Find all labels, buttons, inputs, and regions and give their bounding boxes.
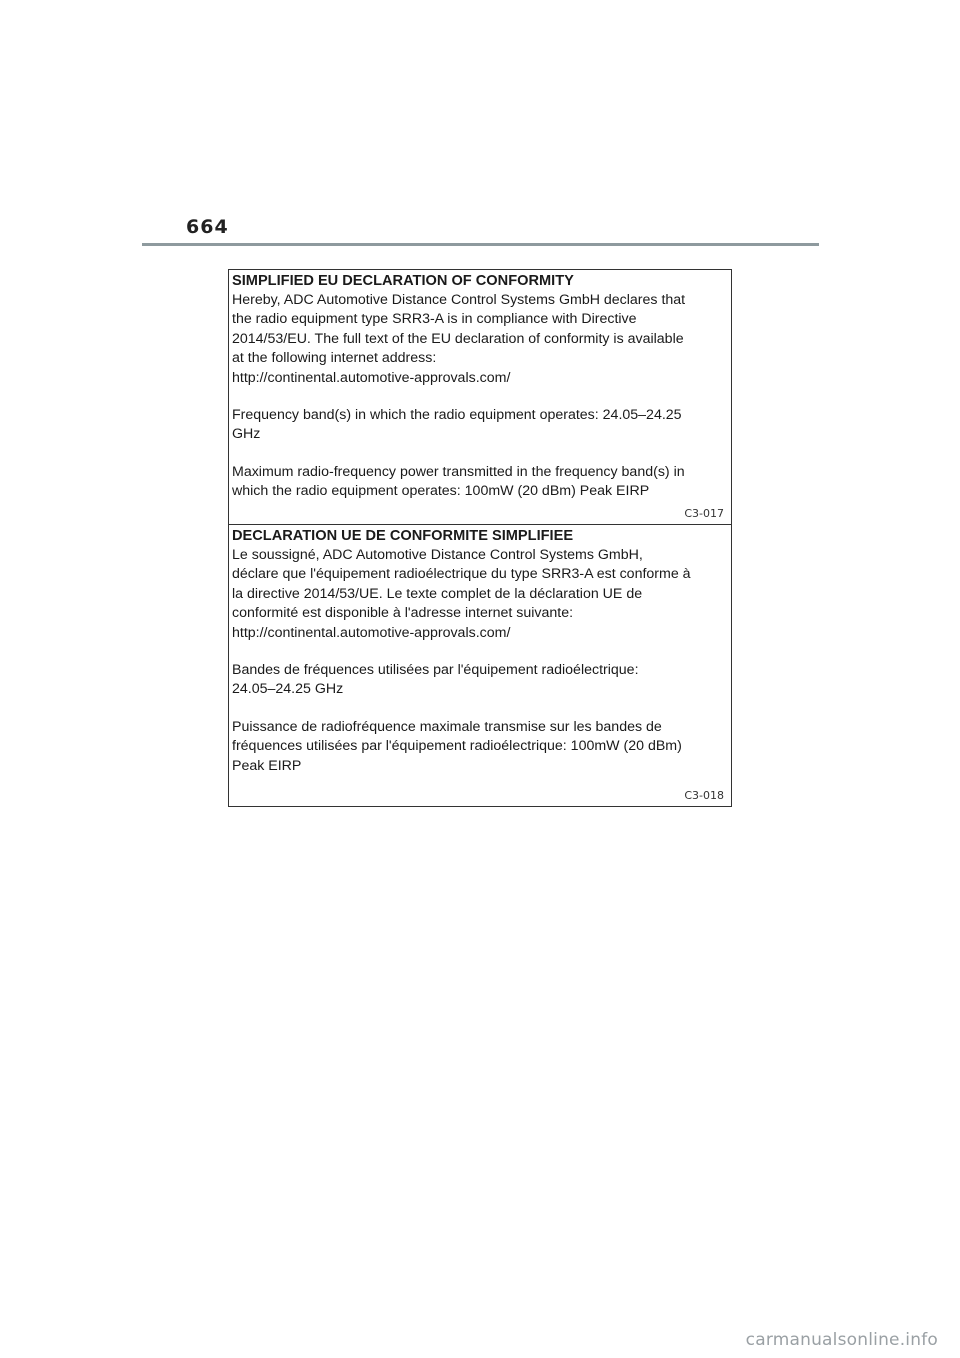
paragraph-max-power: Maximum radio-frequency power transmitted in the frequency band(s) in which the radio equipment operates: 100mW (20 dBm) Peak EIRP — [232, 463, 685, 500]
watermark: carmanualsonline.info — [745, 1330, 938, 1350]
declaration-section-french — [229, 524, 731, 806]
paragraph-max-power: Puissance de radiofréquence maximale transmise sur les bandes de fréquences utilisées par l'équipement radioélectrique: 100mW (20 dBm) Peak EIRP — [232, 718, 682, 774]
section-title-french: DECLARATION UE DE CONFORMITE SIMPLIFIEE — [232, 528, 574, 544]
declaration-section-english — [229, 270, 731, 524]
paragraph-declaration: Hereby, ADC Automotive Distance Control Systems GmbH declares that the radio equipment type SRR3-A is in compliance with Directive 2014/53/EU. The full text of the EU declaration of conformity is available at the following internet address: http://continental.automotive-approvals.com/ — [232, 292, 686, 386]
header-rule — [142, 243, 819, 246]
paragraph-frequency-band: Bandes de fréquences utilisées par l'équipement radioélectrique: 24.05–24.25 GHz — [232, 662, 639, 698]
section-title-english: SIMPLIFIED EU DECLARATION OF CONFORMITY — [232, 273, 574, 289]
declaration-box — [228, 269, 732, 807]
paragraph-declaration: Le soussigné, ADC Automotive Distance Control Systems GmbH, déclare que l'équipement radioélectrique du type SRR3-A est conforme à la directive 2014/53/UE. Le texte complet de la déclaration UE de conformité est disponible à l'adresse internet suivante: http://continental.automotive-approvals.com/ — [232, 547, 691, 641]
paragraph-frequency-band: Frequency band(s) in which the radio equipment operates: 24.05–24.25 GHz — [232, 407, 682, 443]
page-number: 664 — [186, 216, 229, 238]
reference-code: C3-017 — [684, 507, 724, 520]
reference-code: C3-018 — [684, 789, 724, 802]
